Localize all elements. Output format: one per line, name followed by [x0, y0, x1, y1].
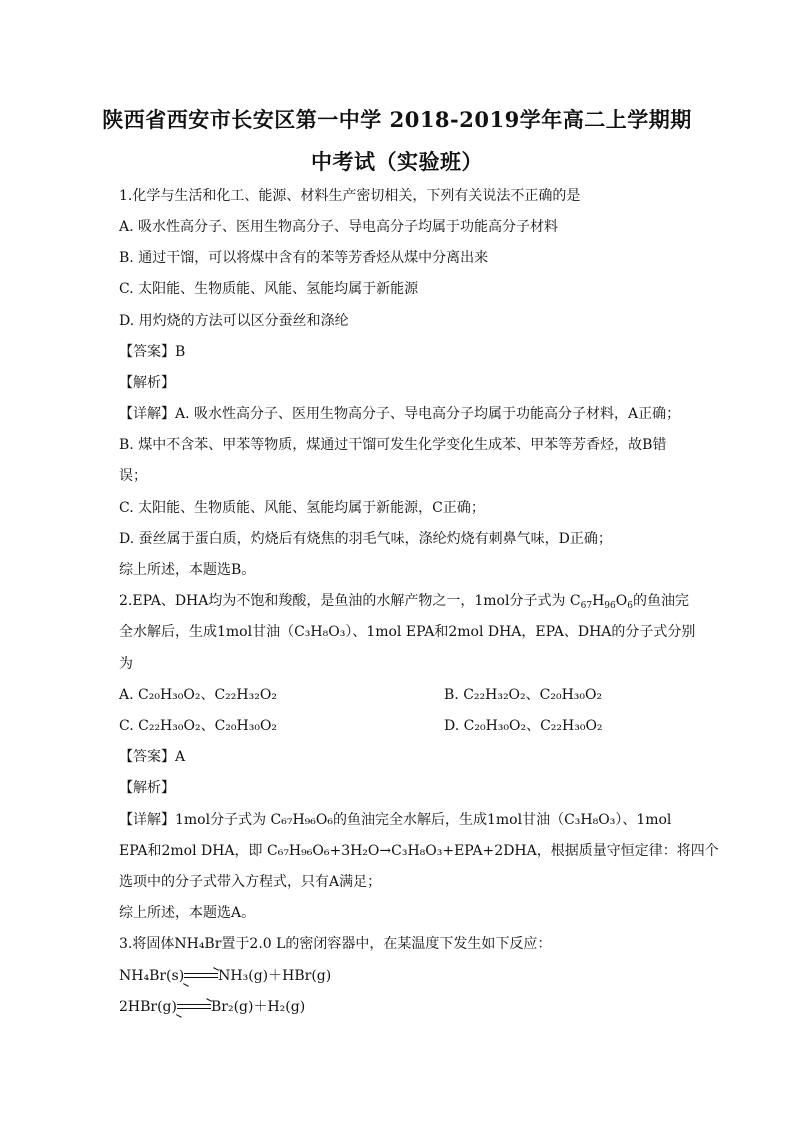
formula-sub: 67	[580, 601, 593, 611]
reaction-2-products: Br₂(g)＋H₂(g)	[210, 999, 306, 1015]
q2-detail-line-3: 选项中的分子式带入方程式，只有A满足；	[119, 874, 382, 890]
q1-detail-line-2: B. 煤中不含苯、甲苯等物质，煤通过干馏可发生化学变化生成苯、甲苯等芳香烃，故B错	[119, 437, 667, 453]
q3-reaction-1	[119, 966, 679, 986]
q1-analysis-heading: 【解析】	[119, 375, 175, 391]
q1-option-d: D. 用灼烧的方法可以区分蚕丝和涤纶	[119, 313, 349, 329]
reaction-1-products: NH₃(g)＋HBr(g)	[218, 968, 332, 984]
reaction-1-reactant: NH₄Br(s)	[119, 968, 185, 984]
q2-stem-line-1: 2.EPA、DHA均为不饱和羧酸，是鱼油的水解产物之一，1mol分子式为 $C_{67}H_{96}O_6$的鱼油完	[119, 593, 689, 611]
q1-detail-line-4: C. 太阳能、生物质能、风能、氢能均属于新能源，C正确；	[119, 500, 485, 516]
q1-detail-line-5: D. 蚕丝属于蛋白质，灼烧后有烧焦的羽毛气味，涤纶灼烧有刺鼻气味，D正确；	[119, 531, 612, 547]
q1-detail-line-3: 误；	[119, 468, 147, 484]
reaction-2-reactant: 2HBr(g)	[119, 999, 177, 1015]
q2-option-d: D. C₂₀H₃₀O₂、C₂₂H₃₀O₂	[444, 718, 603, 734]
q2-detail-line-1: 【详解】1mol分子式为 C₆₇H₉₆O₆的鱼油完全水解后，生成1mol甘油（C₃H₈O₃）、1mol	[119, 812, 672, 828]
q2-stem-part-2: 的鱼油完	[632, 593, 689, 609]
formula-sub: 6	[627, 601, 633, 611]
document-title-line-2: 中考试（实验班）	[311, 149, 483, 174]
formula-sub: 96	[604, 601, 616, 611]
q2-answer: 【答案】A	[119, 749, 186, 765]
equilibrium-arrow-icon	[177, 1002, 211, 1012]
q2-analysis-heading: 【解析】	[119, 780, 175, 796]
q1-option-c: C. 太阳能、生物质能、风能、氢能均属于新能源	[119, 281, 419, 297]
q2-detail-line-2: EPA和2mol DHA，即 C₆₇H₉₆O₆+3H₂O→C₃H₈O₃+EPA+2DHA，根据质量守恒定律：将四个	[119, 843, 719, 859]
q2-stem-line-2: 全水解后，生成1mol甘油（C₃H₈O₃）、1mol EPA和2mol DHA，EPA、DHA的分子式分别	[119, 624, 696, 640]
q3-stem: 3.将固体NH₄Br置于2.0 L的密闭容器中，在某温度下发生如下反应：	[119, 936, 552, 952]
q1-option-b: B. 通过干馏，可以将煤中含有的苯等芳香烃从煤中分离出来	[119, 250, 489, 266]
q2-option-c: C. C₂₂H₃₀O₂、C₂₀H₃₀O₂	[119, 718, 278, 734]
q1-option-a: A. 吸水性高分子、医用生物高分子、导电高分子均属于功能高分子材料	[119, 219, 559, 235]
q2-stem-line-3: 为	[119, 656, 133, 672]
q2-option-a: A. C₂₀H₃₀O₂、C₂₂H₃₂O₂	[119, 687, 277, 703]
q1-stem: 1.化学与生活和化工、能源、材料生产密切相关，下列有关说法不正确的是	[119, 188, 581, 204]
q2-stem-part-1: 2.EPA、DHA均为不饱和羧酸，是鱼油的水解产物之一，1mol分子式为 C	[119, 593, 581, 609]
q1-answer: 【答案】B	[119, 344, 186, 360]
q1-summary: 综上所述，本题选B。	[119, 562, 256, 578]
q2-option-b: B. C₂₂H₃₂O₂、C₂₀H₃₀O₂	[444, 687, 603, 703]
document-title-line-1: 陕西省西安市长安区第一中学 2018-2019学年高二上学期期	[102, 107, 692, 132]
q2-summary: 综上所述，本题选A。	[119, 905, 256, 921]
equilibrium-arrow-icon	[184, 971, 218, 981]
q1-detail-line-1: 【详解】A. 吸水性高分子、医用生物高分子、导电高分子均属于功能高分子材料，A正确；	[119, 406, 681, 422]
q3-reaction-2	[119, 997, 679, 1017]
